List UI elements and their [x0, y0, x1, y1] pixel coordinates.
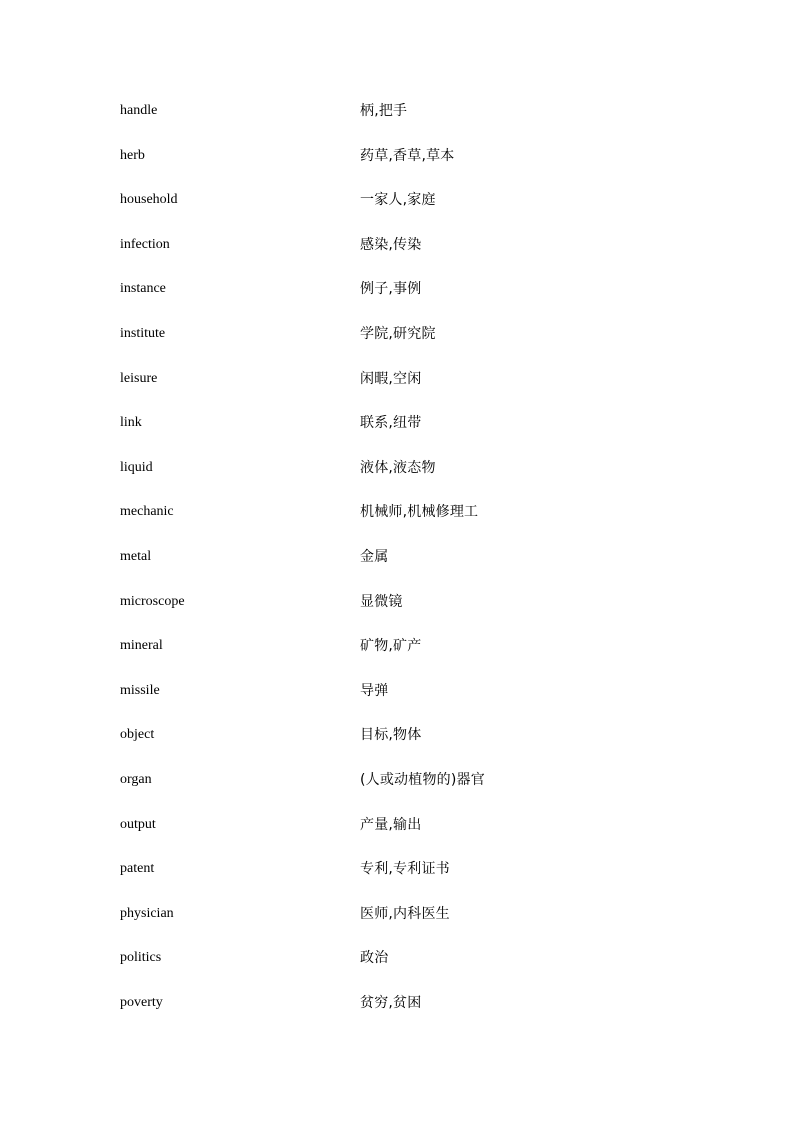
vocab-word: poverty: [120, 994, 163, 1010]
vocab-row: [120, 681, 680, 726]
vocab-meaning: 专利,专利证书: [360, 861, 450, 878]
vocab-word: patent: [120, 861, 155, 877]
vocab-word: output: [120, 816, 156, 832]
vocab-meaning: 贫穷,贫困: [360, 994, 422, 1011]
vocab-row: [120, 324, 680, 369]
vocab-word: household: [120, 192, 178, 208]
vocab-meaning: 药草,香草,草本: [360, 147, 455, 164]
vocab-meaning: 联系,纽带: [360, 415, 422, 432]
vocab-word: missile: [120, 682, 160, 698]
vocab-word: leisure: [120, 370, 158, 386]
vocab-row: [120, 146, 680, 191]
vocab-row: [120, 859, 680, 904]
vocab-row: [120, 413, 680, 458]
vocab-meaning: 感染,传染: [360, 236, 422, 253]
vocab-meaning: 矿物,矿产: [360, 638, 422, 655]
vocab-meaning: 目标,物体: [360, 727, 422, 744]
vocab-word: handle: [120, 103, 158, 118]
vocab-word: instance: [120, 281, 166, 297]
vocab-row: [120, 592, 680, 637]
vocab-meaning: 金属: [360, 548, 389, 565]
vocab-row: [120, 770, 680, 815]
vocab-row: [120, 101, 680, 146]
vocab-row: [120, 725, 680, 770]
vocab-meaning: 显微镜: [360, 593, 403, 610]
vocab-meaning: 机械师,机械修理工: [360, 504, 479, 521]
vocab-meaning: 柄,把手: [360, 103, 408, 119]
vocab-word: liquid: [120, 459, 153, 475]
vocab-meaning: 闲暇,空闲: [360, 370, 422, 387]
vocab-word: metal: [120, 548, 152, 564]
vocab-word: mineral: [120, 638, 163, 654]
vocab-row: [120, 993, 680, 1038]
vocab-meaning: 学院,研究院: [360, 325, 436, 342]
vocab-meaning: 政治: [360, 950, 389, 967]
vocab-row: [120, 458, 680, 503]
vocab-word: herb: [120, 147, 145, 163]
vocab-word: mechanic: [120, 504, 174, 520]
vocab-word: microscope: [120, 593, 185, 609]
vocab-meaning: 产量,输出: [360, 816, 422, 833]
vocab-meaning: (人或动植物的)器官: [360, 771, 485, 788]
vocab-row: [120, 904, 680, 949]
vocab-row: [120, 547, 680, 592]
vocab-meaning: 医师,内科医生: [360, 905, 450, 922]
vocab-row: [120, 815, 680, 860]
vocab-row: [120, 502, 680, 547]
vocab-meaning: 液体,液态物: [360, 459, 436, 476]
vocab-meaning: 例子,事例: [360, 281, 422, 298]
vocab-row: [120, 279, 680, 324]
vocab-word: institute: [120, 325, 166, 341]
vocab-word: physician: [120, 905, 174, 921]
vocab-row: [120, 636, 680, 681]
vocab-word: infection: [120, 236, 170, 252]
vocab-word: politics: [120, 950, 162, 966]
vocab-row: [120, 369, 680, 414]
vocabulary-list: [120, 101, 680, 1037]
vocab-word: link: [120, 415, 142, 431]
vocab-word: organ: [120, 771, 152, 787]
vocab-meaning: 导弹: [360, 682, 389, 699]
vocab-row: [120, 190, 680, 235]
vocab-meaning: 一家人,家庭: [360, 192, 436, 209]
vocab-word: object: [120, 727, 155, 743]
vocab-row: [120, 235, 680, 280]
vocab-row: [120, 948, 680, 993]
